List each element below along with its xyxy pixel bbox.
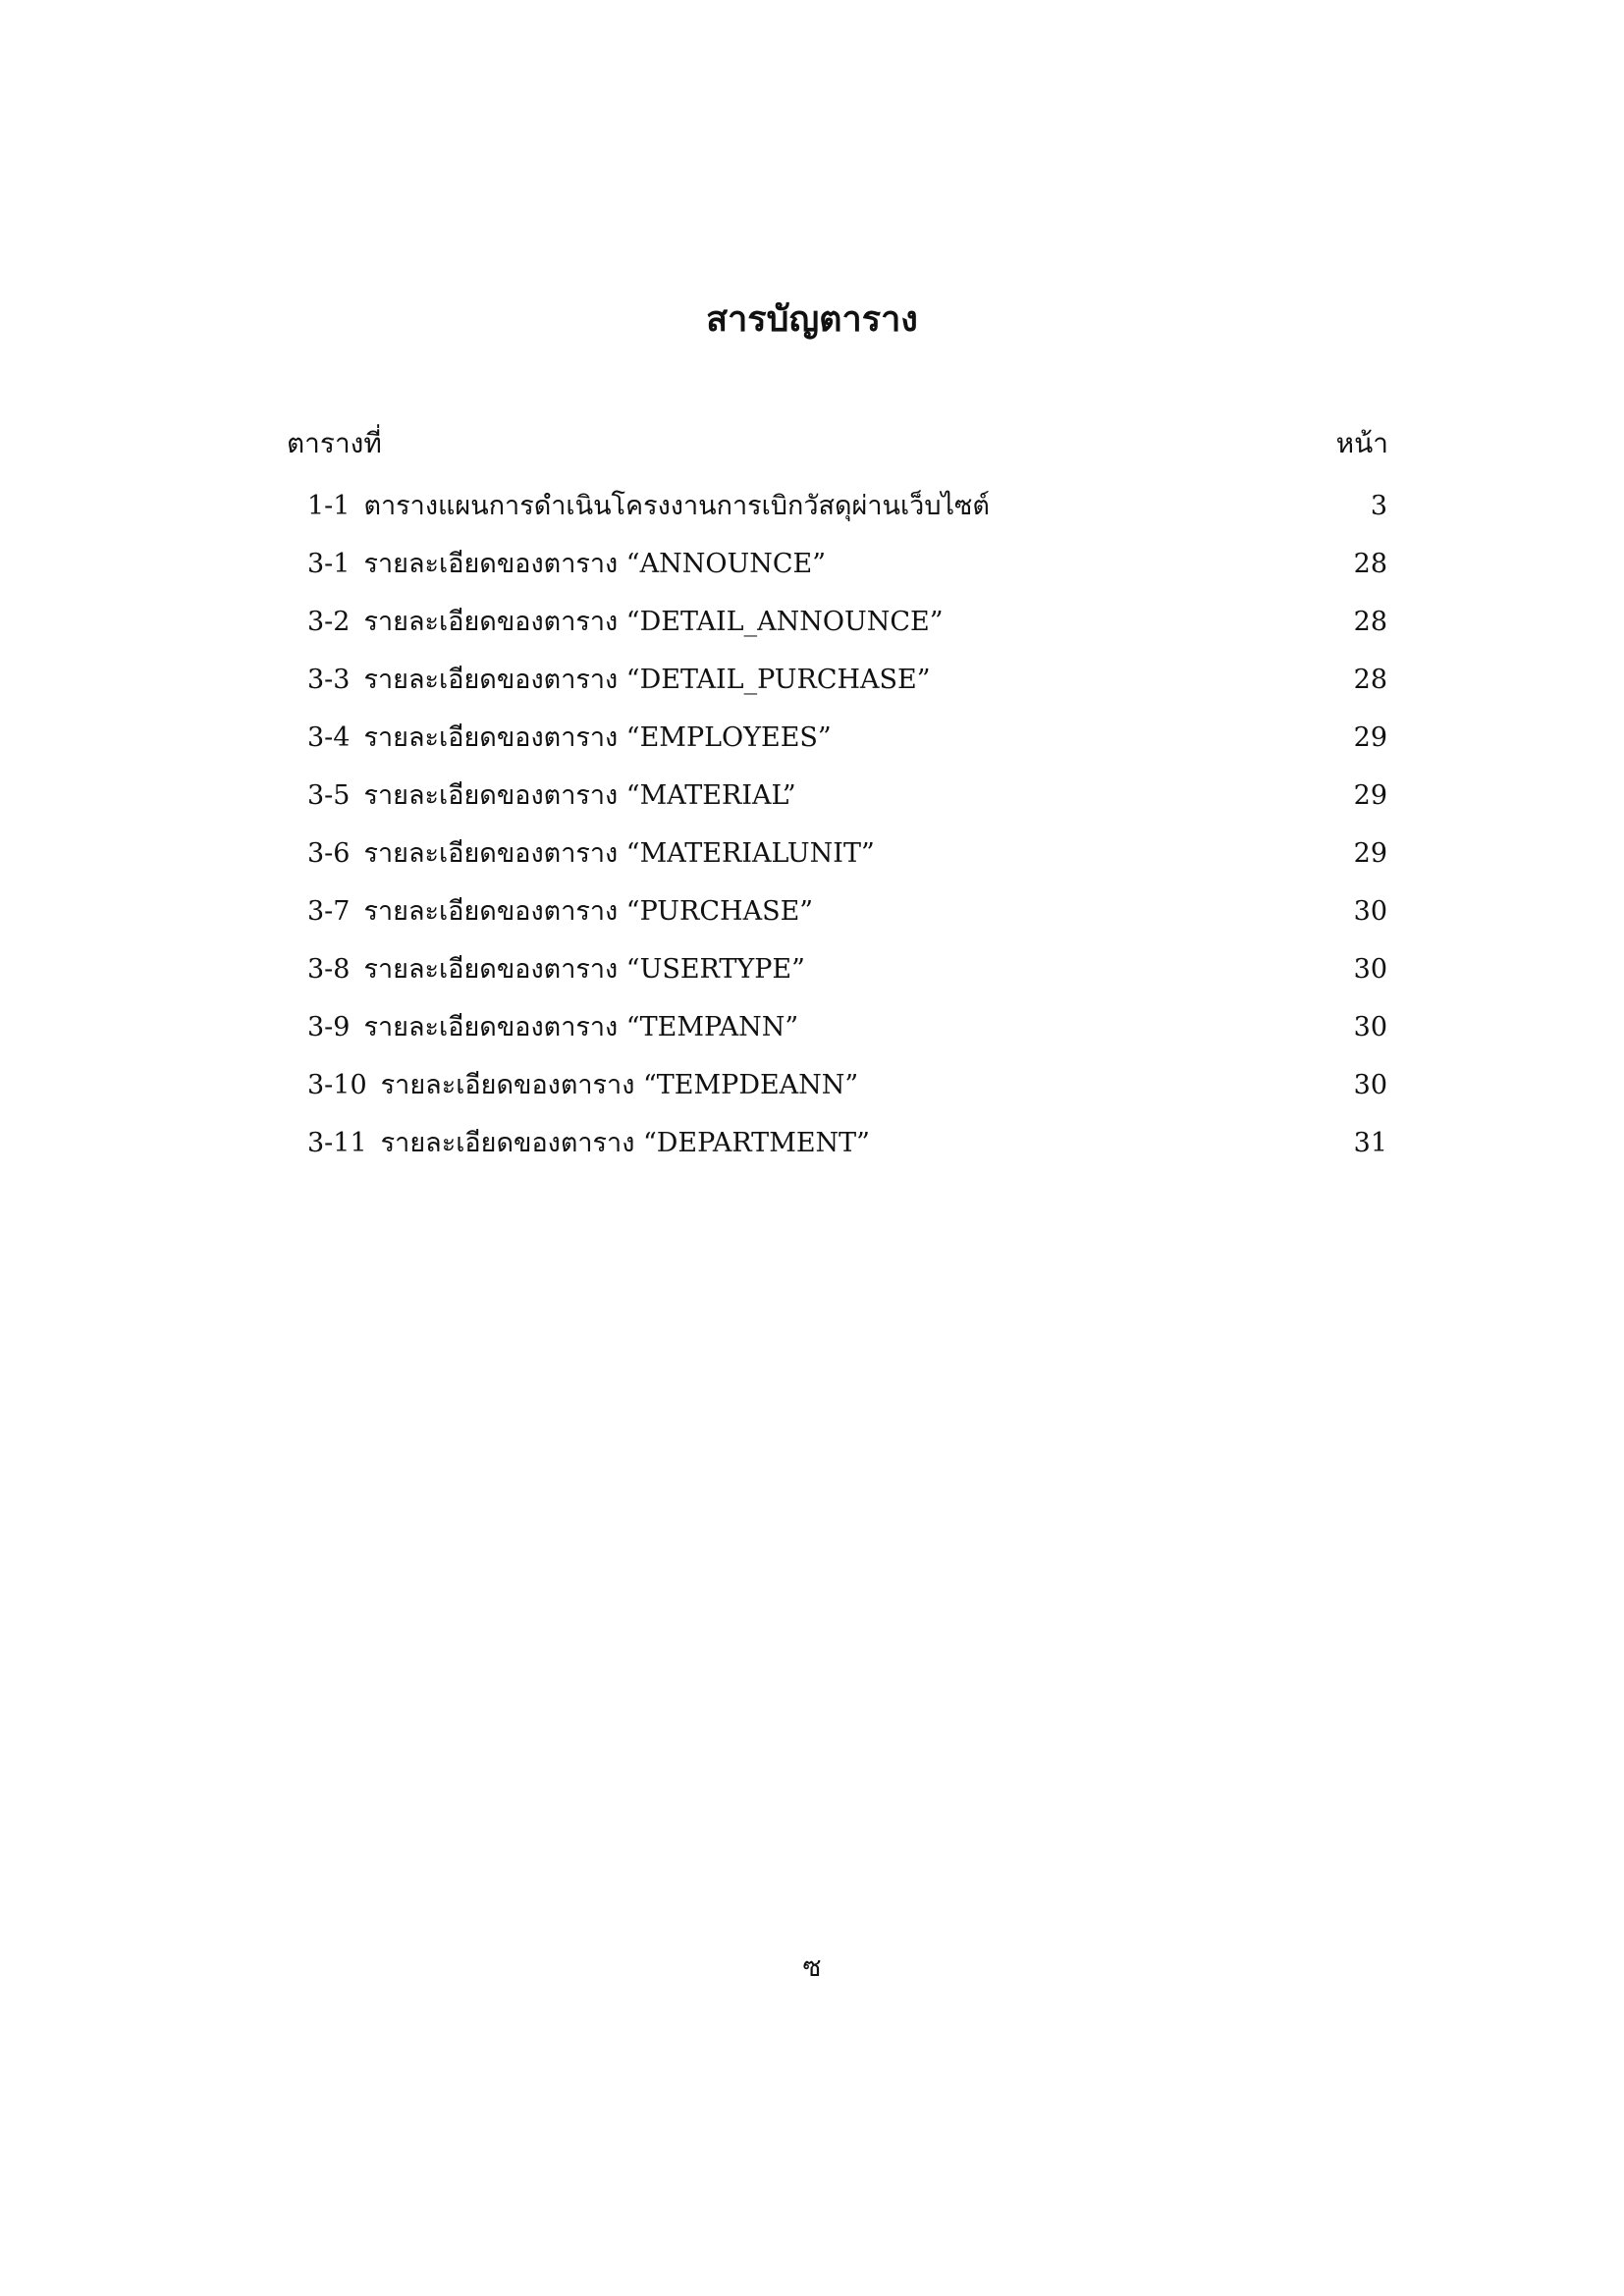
toc-entry-title: รายละเอียดของตาราง “DETAIL_PURCHASE” — [363, 665, 931, 695]
toc-entry-number: 3-4 — [307, 722, 351, 753]
table-number-column-header: ตารางที่ — [287, 427, 382, 459]
toc-entry-page: 29 — [1353, 722, 1387, 753]
toc-entry — [307, 603, 1387, 661]
toc-entry-number: 3-1 — [307, 549, 351, 579]
toc-entry-title: รายละเอียดของตาราง “DETAIL_ANNOUNCE” — [363, 607, 944, 637]
toc-entry-page: 29 — [1353, 780, 1387, 811]
toc-entry — [307, 892, 1387, 950]
toc-entry-page: 29 — [1353, 838, 1387, 869]
toc-entry-page: 28 — [1353, 607, 1387, 637]
table-of-contents-list — [307, 487, 1387, 1182]
toc-entry — [307, 834, 1387, 892]
toc-entry-page: 30 — [1353, 896, 1387, 927]
toc-entry — [307, 719, 1387, 776]
toc-entry-page: 30 — [1353, 954, 1387, 985]
toc-entry-title: รายละเอียดของตาราง “ANNOUNCE” — [363, 549, 827, 579]
toc-entry-title: ตารางแผนการดำเนินโครงงานการเบิกวัสดุผ่านเว็บไซต์ — [363, 491, 990, 521]
toc-entry-page: 3 — [1370, 491, 1387, 521]
toc-entry-page: 30 — [1353, 1070, 1387, 1100]
toc-entry — [307, 776, 1387, 834]
page-number: ซ — [802, 1950, 822, 1983]
toc-entry-title: รายละเอียดของตาราง “USERTYPE” — [363, 954, 805, 985]
toc-entry — [307, 545, 1387, 603]
toc-entry-title: รายละเอียดของตาราง “TEMPANN” — [363, 1012, 799, 1042]
toc-entry-page: 30 — [1353, 1012, 1387, 1042]
toc-entry — [307, 1008, 1387, 1066]
toc-entry-title: รายละเอียดของตาราง “PURCHASE” — [363, 896, 814, 927]
toc-entry-title: รายละเอียดของตาราง “TEMPDEANN” — [380, 1070, 859, 1100]
page-title: สารบัญตาราง — [706, 298, 918, 340]
toc-entry — [307, 661, 1387, 719]
toc-entry-title: รายละเอียดของตาราง “DEPARTMENT” — [380, 1128, 870, 1158]
toc-entry — [307, 1124, 1387, 1182]
toc-entry — [307, 487, 1387, 545]
toc-entry-number: 3-7 — [307, 896, 351, 927]
toc-entry-title: รายละเอียดของตาราง “MATERIAL” — [363, 780, 796, 811]
toc-entry-title: รายละเอียดของตาราง “MATERIALUNIT” — [363, 838, 875, 869]
toc-entry-number: 3-6 — [307, 838, 351, 869]
toc-entry-number: 3-9 — [307, 1012, 351, 1042]
toc-entry — [307, 950, 1387, 1008]
toc-entry-number: 3-5 — [307, 780, 351, 811]
toc-entry-page: 28 — [1353, 665, 1387, 695]
page-column-header: หน้า — [1335, 427, 1388, 459]
toc-entry — [307, 1066, 1387, 1124]
toc-entry-number: 3-2 — [307, 607, 351, 637]
toc-entry-title: รายละเอียดของตาราง “EMPLOYEES” — [363, 722, 832, 753]
toc-entry-number: 3-10 — [307, 1070, 367, 1100]
toc-entry-page: 31 — [1353, 1128, 1387, 1158]
toc-entry-number: 3-11 — [307, 1128, 367, 1158]
toc-entry-number: 1-1 — [307, 491, 351, 521]
toc-entry-number: 3-3 — [307, 665, 351, 695]
toc-entry-number: 3-8 — [307, 954, 351, 985]
toc-entry-page: 28 — [1353, 549, 1387, 579]
